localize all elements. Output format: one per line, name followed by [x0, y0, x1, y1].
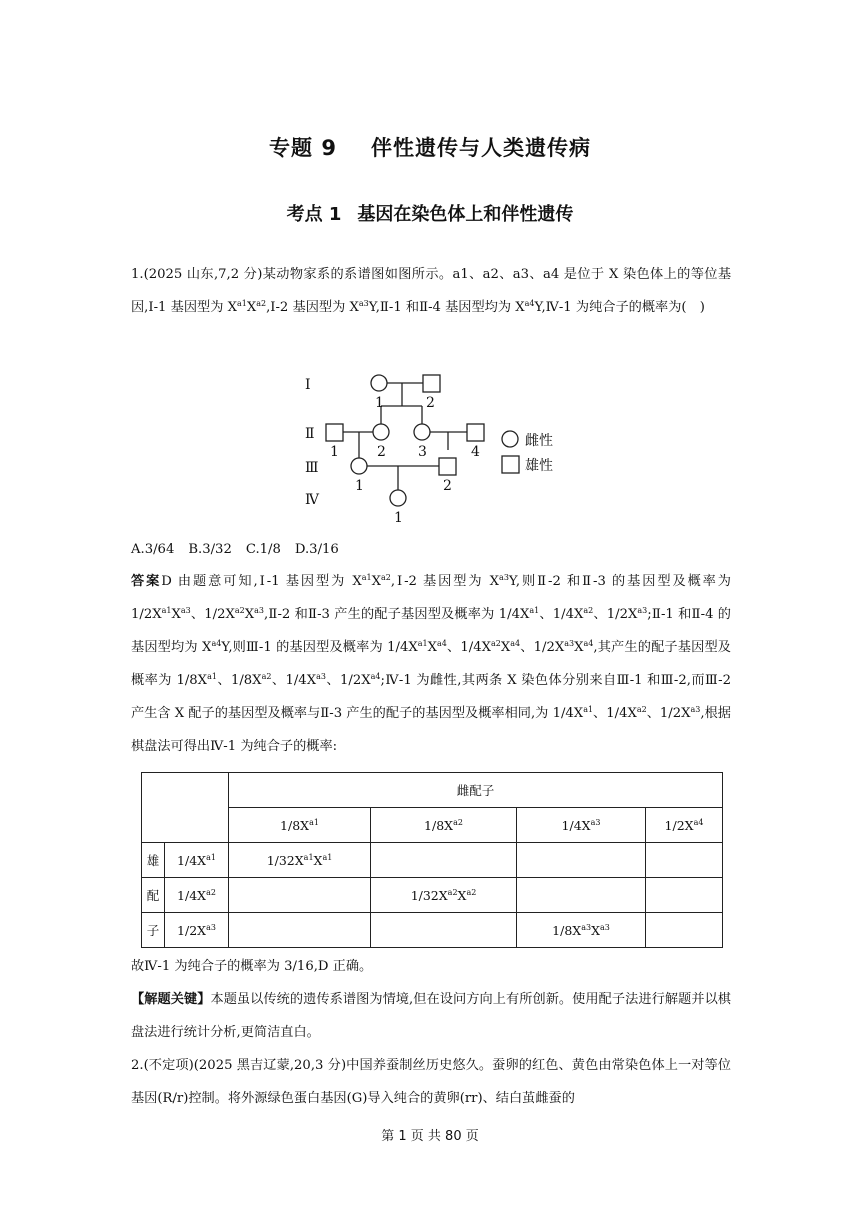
- female-gamete-header: 雌配子: [229, 773, 723, 808]
- female-IV-1: [390, 490, 406, 506]
- num-I-2: 2: [426, 395, 435, 411]
- section-name: 基因在染色体上和伴性遗传: [357, 204, 574, 225]
- page-title: [0, 132, 860, 162]
- cell-a3-a4: [646, 913, 723, 948]
- female-II-2: [373, 424, 389, 440]
- male-gamete-a2: $1/4X^{a2}$: [165, 878, 229, 913]
- section-number: 考点 1: [286, 204, 342, 225]
- gen-label-IV: Ⅳ: [305, 492, 319, 508]
- num-II-1: 1: [330, 444, 339, 460]
- answer-label: 答案: [131, 574, 162, 589]
- topic-number: 专题 9: [269, 136, 337, 160]
- conclusion: 故Ⅳ-1 为纯合子的概率为 3/16,D 正确。: [131, 959, 373, 974]
- key-point-text: 本题虽以传统的遗传系谱图为情境,但在设问方向上有所创新。使用配子法进行解题并以棋盘法进行统计分析,更简洁直白。: [131, 992, 731, 1040]
- cell-a3-a1: [229, 913, 371, 948]
- num-IV-1: 1: [394, 510, 403, 526]
- female-III-1: [351, 458, 367, 474]
- gen-label-II: Ⅱ: [305, 426, 315, 442]
- cell-a1-a3: [517, 843, 646, 878]
- cell-a2-a1: [229, 878, 371, 913]
- option-b: B.3/32: [188, 542, 232, 557]
- cell-a2-a3: [517, 878, 646, 913]
- option-a: A.3/64: [131, 542, 175, 557]
- question-2-stem: 2.(不定项)(2025 黑吉辽蒙,20,3 分)中国养蚕制丝历史悠久。蚕卵的红色、黄色由常染色体上一对等位基因(R/r)控制。将外源绿色蛋白基因(G)导入纯合的黄卵(rr)、结白茧雌蚕的: [131, 1058, 731, 1106]
- male-gamete-a3: $1/2X^{a3}$: [165, 913, 229, 948]
- male-I-2: [423, 375, 440, 392]
- male-header-3: 子: [142, 913, 165, 948]
- female-gamete-a1: $1/8X^{a1}$: [229, 808, 371, 843]
- legend-male-label: 雄性: [525, 458, 553, 474]
- male-gamete-a1: $1/4X^{a1}$: [165, 843, 229, 878]
- cell-a1-a2: [371, 843, 517, 878]
- topic-name: 伴性遗传与人类遗传病: [370, 136, 591, 160]
- cell-a3-a3: $1/8X^{a3}X^{a3}$: [517, 913, 646, 948]
- pedigree-chart: [295, 362, 575, 527]
- male-II-4: [467, 424, 484, 441]
- answer-explanation: 答案D 由题意可知,Ⅰ-1 基因型为 $X^{a1}X^{a2},Ⅰ-2$ 基因型为 $X^{a3}Y$,则Ⅱ-2 和Ⅱ-3 的基因型及概率为 $1/2X^{a1}X^{a3}$、$1/2X^{a2}X^{a3},Ⅱ-2$ 和Ⅱ-3 产生的配子基因型及概率为 $1/4X^{a1}$、$1/4X^{a2}$、$1/2X^{a3};Ⅱ-1$ 和Ⅱ-4 的基因型均为 $X^{a4}Y$,则Ⅲ-1 的基因型及概率为 $1/4X^{a1}X^{a4}$、$1/4X^{a2}X^{a4}$、$1/2X^{a3}X^{a4}$,其产生的配子基因型及概率为 $1/8X^{a1}$、$1/8X^{a2}$、$1/4X^{a3}$、$1/2X^{a4};Ⅳ-1$ 为雌性,其两条 X 染色体分别来自Ⅲ-1 和Ⅲ-2,而Ⅲ-2 产生含 X 配子的基因型及概率与Ⅱ-3 产生的配子的基因型及概率相同,为 $1/4X^{a1}$、$1/4X^{a2}$、$1/2X^{a3}$,根据棋盘法可得出Ⅳ-1 为纯合子的概率:: [131, 573, 731, 754]
- num-III-2: 2: [443, 478, 452, 494]
- section-title: [0, 200, 860, 226]
- legend-male-symbol: [502, 456, 519, 473]
- female-gamete-a2: $1/8X^{a2}$: [371, 808, 517, 843]
- gen-label-I: Ⅰ: [305, 377, 311, 393]
- key-point: [131, 983, 731, 1049]
- female-gamete-a3: $1/4X^{a3}$: [517, 808, 646, 843]
- punnett-table: [141, 772, 723, 948]
- female-II-3: [414, 424, 430, 440]
- question-1-options: [131, 542, 353, 557]
- num-II-2: 2: [377, 444, 386, 460]
- num-III-1: 1: [355, 478, 364, 494]
- num-II-4: 4: [471, 444, 480, 460]
- cell-a1-a1: $1/32X^{a1}X^{a1}$: [229, 843, 371, 878]
- female-I-1: [371, 375, 387, 391]
- gen-label-III: Ⅲ: [305, 460, 319, 476]
- num-I-1: 1: [375, 395, 384, 411]
- num-II-3: 3: [418, 444, 427, 460]
- legend-female-label: 雌性: [525, 433, 553, 449]
- page-footer: 第 1 页 共 80 页: [381, 1129, 479, 1144]
- cell-a3-a2: [371, 913, 517, 948]
- female-gamete-a4: $1/2X^{a4}$: [646, 808, 723, 843]
- male-III-2: [439, 458, 456, 475]
- cell-a2-a2: $1/32X^{a2}X^{a2}$: [371, 878, 517, 913]
- table-corner: [142, 773, 229, 843]
- key-point-label: 【解题关键】: [131, 992, 211, 1007]
- question-1-stem: 1.(2025 山东,7,2 分)某动物家系的系谱图如图所示。a1、a2、a3、a4 是位于 X 染色体上的等位基因,Ⅰ-1 基因型为 $X^{a1}X^{a2},Ⅰ-2$ 基因型为 $X^{a3}Y,Ⅱ-1$ 和Ⅱ-4 基因型均为 $X^{a4}Y,Ⅳ-1$ 为纯合子的概率为( ): [131, 267, 731, 315]
- option-c: C.1/8: [245, 542, 281, 557]
- cell-a1-a4: [646, 843, 723, 878]
- cell-a2-a4: [646, 878, 723, 913]
- option-d: D.3/16: [294, 542, 339, 557]
- legend-female-symbol: [502, 431, 518, 447]
- male-II-1: [326, 424, 343, 441]
- male-header-1: 雄: [142, 843, 165, 878]
- male-header-2: 配: [142, 878, 165, 913]
